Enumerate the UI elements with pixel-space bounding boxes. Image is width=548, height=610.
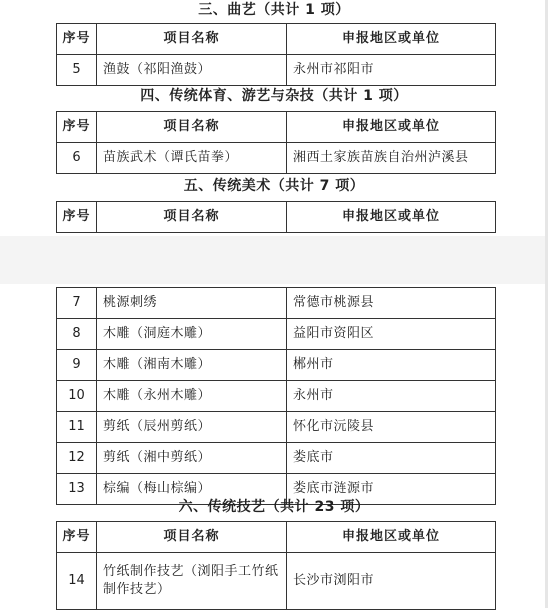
header-name: 项目名称 (97, 522, 287, 553)
header-num: 序号 (57, 522, 97, 553)
cell-area: 长沙市浏阳市 (287, 553, 496, 610)
section-title-art: 五、传统美术（共计 7 项） (183, 178, 365, 194)
section-title-sports: 四、传统体育、游艺与杂技（共计 1 项） (140, 88, 408, 104)
cell-num: 7 (57, 288, 97, 319)
cell-area: 娄底市涟源市 (287, 474, 496, 505)
table-row (57, 412, 496, 443)
table-craft (56, 521, 496, 610)
header-area: 申报地区或单位 (287, 522, 496, 553)
cell-area: 益阳市资阳区 (287, 319, 496, 350)
table-art-rows (56, 287, 496, 505)
cell-area: 常德市桃源县 (287, 288, 496, 319)
section-title-quyi: 三、曲艺（共计 1 项） (198, 2, 350, 18)
cell-num: 8 (57, 319, 97, 350)
cell-num: 12 (57, 443, 97, 474)
cell-name: 木雕（永州木雕） (97, 381, 287, 412)
cell-num: 11 (57, 412, 97, 443)
table-row (57, 319, 496, 350)
cell-name: 苗族武术（谭氏苗拳） (97, 143, 287, 174)
table-header-row (57, 202, 496, 233)
cell-num: 6 (57, 143, 97, 174)
header-num: 序号 (57, 202, 97, 233)
table-header-row (57, 24, 496, 55)
header-area: 申报地区或单位 (287, 112, 496, 143)
header-name: 项目名称 (97, 202, 287, 233)
table-art-header (56, 201, 496, 233)
cell-area: 郴州市 (287, 350, 496, 381)
header-num: 序号 (57, 24, 97, 55)
cell-name: 剪纸（辰州剪纸） (97, 412, 287, 443)
cell-area: 娄底市 (287, 443, 496, 474)
cell-name: 桃源刺绣 (97, 288, 287, 319)
table-header-row (57, 112, 496, 143)
cell-area: 怀化市沅陵县 (287, 412, 496, 443)
table-sports (56, 111, 496, 174)
header-name: 项目名称 (97, 112, 287, 143)
cell-name: 竹纸制作技艺（浏阳手工竹纸制作技艺） (97, 553, 287, 610)
cell-area: 永州市 (287, 381, 496, 412)
table-quyi (56, 23, 496, 86)
page-break (0, 236, 548, 284)
header-name: 项目名称 (97, 24, 287, 55)
cell-area: 湘西土家族苗族自治州泸溪县 (287, 143, 496, 174)
cell-name: 剪纸（湘中剪纸） (97, 443, 287, 474)
header-area: 申报地区或单位 (287, 24, 496, 55)
cell-name: 棕编（梅山棕编） (97, 474, 287, 505)
cell-name: 渔鼓（祁阳渔鼓） (97, 55, 287, 86)
table-row (57, 55, 496, 86)
cell-num: 9 (57, 350, 97, 381)
cell-name: 木雕（洞庭木雕） (97, 319, 287, 350)
cell-num: 14 (57, 553, 97, 610)
table-row (57, 443, 496, 474)
header-num: 序号 (57, 112, 97, 143)
cell-num: 5 (57, 55, 97, 86)
table-row (57, 350, 496, 381)
section-title-craft: 六、传统技艺（共计 23 项） (178, 499, 370, 515)
table-row (57, 143, 496, 174)
cell-name: 木雕（湘南木雕） (97, 350, 287, 381)
cell-num: 13 (57, 474, 97, 505)
table-row (57, 288, 496, 319)
cell-area: 永州市祁阳市 (287, 55, 496, 86)
cell-num: 10 (57, 381, 97, 412)
table-row (57, 381, 496, 412)
header-area: 申报地区或单位 (287, 202, 496, 233)
table-header-row (57, 522, 496, 553)
table-row (57, 553, 496, 610)
